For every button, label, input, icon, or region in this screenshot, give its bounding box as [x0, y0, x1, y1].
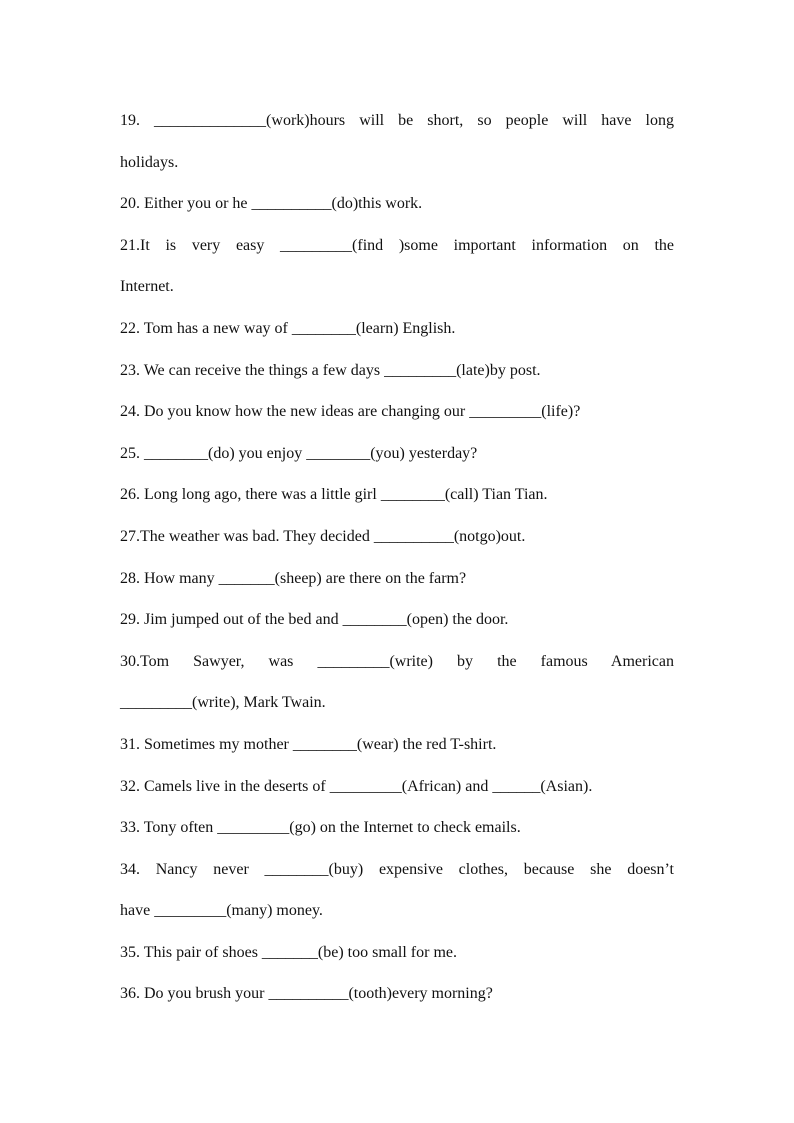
exercise-22: 22. Tom has a new way of ________(learn) English.: [120, 319, 456, 337]
exercise-36: 36. Do you brush your __________(tooth)every morning?: [120, 985, 493, 1003]
exercise-21-line-1: 21.It is very easy _________(find )some important information on the: [120, 236, 674, 254]
exercise-28: 28. How many _______(sheep) are there on the farm?: [120, 569, 467, 587]
exercise-19-line-2: holidays.: [120, 153, 179, 171]
exercise-26: 26. Long long ago, there was a little girl ________(call) Tian Tian.: [120, 486, 548, 504]
exercise-35: 35. This pair of shoes _______(be) too small for me.: [120, 943, 457, 961]
exercise-23: 23. We can receive the things a few days _________(late)by post.: [120, 361, 541, 379]
exercise-27: 27.The weather was bad. They decided __________(notgo)out.: [120, 527, 526, 545]
exercise-30-line-2: _________(write), Mark Twain.: [120, 694, 326, 712]
exercise-21-line-2: Internet.: [120, 278, 174, 296]
exercise-list: [120, 100, 674, 1015]
exercise-31: 31. Sometimes my mother ________(wear) the red T-shirt.: [120, 735, 497, 753]
exercise-33: 33. Tony often _________(go) on the Internet to check emails.: [120, 819, 521, 837]
exercise-34-line-2: have _________(many) money.: [120, 902, 323, 920]
exercise-20: 20. Either you or he __________(do)this work.: [120, 195, 423, 213]
exercise-30-line-1: 30.Tom Sawyer, was _________(write) by the famous American: [120, 652, 674, 670]
exercise-34-line-1: 34. Nancy never ________(buy) expensive clothes, because she doesn’t: [120, 860, 674, 878]
exercise-24: 24. Do you know how the new ideas are changing our _________(life)?: [120, 403, 581, 421]
exercise-32: 32. Camels live in the deserts of _________(African) and ______(Asian).: [120, 777, 593, 795]
exercise-19-line-1: 19. ______________(work)hours will be short, so people will have long: [120, 112, 674, 129]
exercise-25: 25. ________(do) you enjoy ________(you) yesterday?: [120, 444, 478, 462]
exercise-29: 29. Jim jumped out of the bed and ________(open) the door.: [120, 611, 509, 629]
